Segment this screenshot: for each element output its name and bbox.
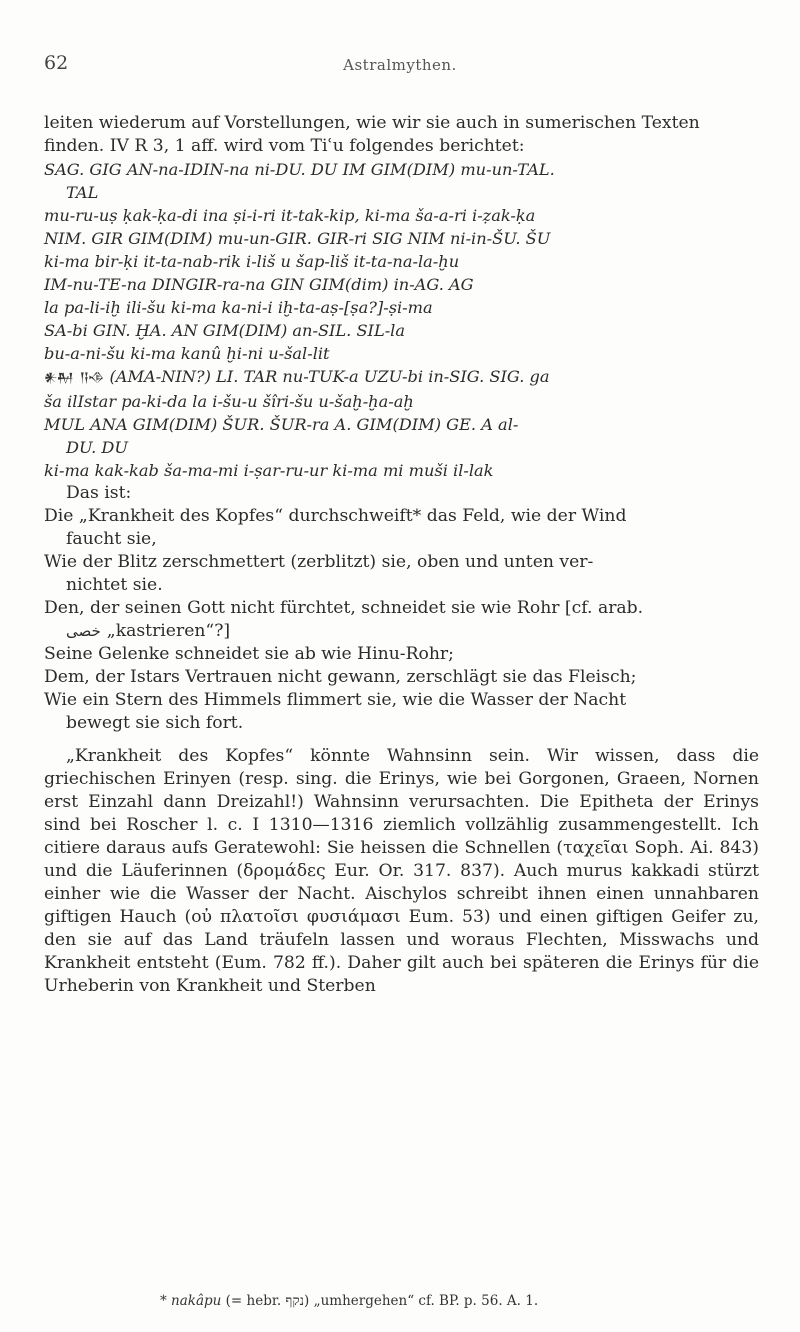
footnote-text: (= hebr. נקף) „umhergehen“ cf. BP. p. 56. A. 1. (225, 1293, 539, 1309)
footnote (160, 1293, 538, 1309)
intro-paragraph: leiten wiederum auf Vorstellungen, wie wir sie auch in sumerischen Texten finden. IV R 3, 1 aff. wird vom Tiʿu folgendes berichtet: (44, 113, 700, 156)
commentary-paragraph: „Krankheit des Kopfes“ könnte Wahnsinn sein. Wir wissen, dass die griechischen Erinyen (resp. sing. die Erinys, wie bei Gorgonen, Graeen, Nornen erst Einzahl dann Dreizahl!) Wahnsinn verursachten. Die Epitheta der Erinys sind bei Roscher l. c. I 1310—1316 ziemlich vollzählig zusammengestellt. Ich citiere daraus aufs Geratewohl: Sie heissen die Schnellen (ταχεῖαι Soph. Ai. 843) und die Läuferinnen (δρομάδες Eur. Or. 317. 837). Auch murus kakkadi stürzt einher wie die Wasser der Nacht. Aischylos schreibt ihnen einen unnahbaren giftigen Hauch (οὐ πλατοῖσι φυσιάμασι Eum. 53) und einen giftigen Geifer zu, den sie auf das Land träufeln lassen und woraus Flechten, Misswachs und Krankheit entsteht (Eum. 782 ff.). Daher gilt auch bei späteren die Erinys für die Urheberin von Krankheit und Sterben (44, 746, 759, 996)
translation-line: Seine Gelenke schneidet sie ab wie Hinu-Rohr; (44, 644, 454, 664)
translit-line: ki-ma kak-kab ša-ma-mi i-ṣar-ru-ur ki-ma mi muši il-lak (44, 461, 494, 480)
translit-line: IM-nu-TE-na DINGIR-ra-na GIN GIM(dim) in-AG. AG (44, 275, 474, 294)
running-head: Astralmythen. (343, 56, 457, 74)
footnote-marker: * (160, 1293, 167, 1309)
translit-line: 𒀭𒈹 𒀀𒈾 (AMA-NIN?) LI. TAR nu-TUK-a UZU-bi in-SIG. SIG. ga (44, 365, 759, 390)
transliteration-block (44, 158, 759, 482)
translit-line: bu-a-ni-šu ki-ma kanû ḫi-ni u-šal-lit (44, 344, 330, 363)
translit-line: mu-ru-uṣ ḳak-ḳa-di ina ṣi-i-ri it-tak-kip, ki-ma ša-a-ri i-ẓak-ḳa (44, 206, 536, 225)
translit-line: NIM. GIR GIM(DIM) mu-un-GIR. GIR-ri SIG NIM ni-in-ŠU. ŠU (44, 229, 551, 248)
page-header (44, 52, 756, 82)
translation-line: Wie der Blitz zerschmettert (zerblitzt) sie, oben und unten ver- nichtet sie. (44, 552, 594, 595)
translation-line: خصى „kastrieren“?] (66, 621, 231, 641)
cuneiform-signs: 𒀭𒈹 𒀀𒈾 (44, 371, 104, 386)
footnote-term: nakâpu (171, 1293, 222, 1309)
das-ist-label: Das ist: (66, 483, 132, 503)
translation-line: Wie ein Stern des Himmels flimmert sie, wie die Wasser der Nacht bewegt sie sich fort. (44, 690, 627, 733)
translation-line: Den, der seinen Gott nicht fürchtet, schneidet sie wie Rohr [cf. arab. (44, 598, 644, 618)
arabic-word: خصى (66, 622, 101, 640)
translation-line: Dem, der Istars Vertrauen nicht gewann, zerschlägt sie das Fleisch; (44, 667, 637, 687)
page-number: 62 (44, 52, 69, 74)
translit-line: SAG. GIG AN-na-IDIN-na ni-DU. DU IM GIM(DIM) mu-un-TAL. TAL (44, 160, 555, 202)
translit-line: ki-ma bir-ḳi it-ta-nab-rik i-liš u šap-liš it-ta-na-la-ḫu (44, 252, 460, 271)
body-text (44, 112, 759, 998)
translation-line: Die „Krankheit des Kopfes“ durchschweift* das Feld, wie der Wind faucht sie, (44, 506, 627, 549)
translit-line: SA-bi GIN. ḪA. AN GIM(DIM) an-SIL. SIL-la (44, 321, 406, 340)
translation-block (44, 505, 759, 735)
translit-line: la pa-li-iḫ ili-šu ki-ma ka-ni-i iḫ-ta-aṣ-[ṣa?]-ṣi-ma (44, 298, 433, 317)
translit-line: ša ilIstar pa-ki-da la i-šu-u šîri-šu u-šaḫ-ḫa-aḫ (44, 392, 414, 411)
commentary-block (44, 745, 759, 998)
translit-line: MUL ANA GIM(DIM) ŠUR. ŠUR-ra A. GIM(DIM) GE. A al- DU. DU (44, 415, 519, 457)
